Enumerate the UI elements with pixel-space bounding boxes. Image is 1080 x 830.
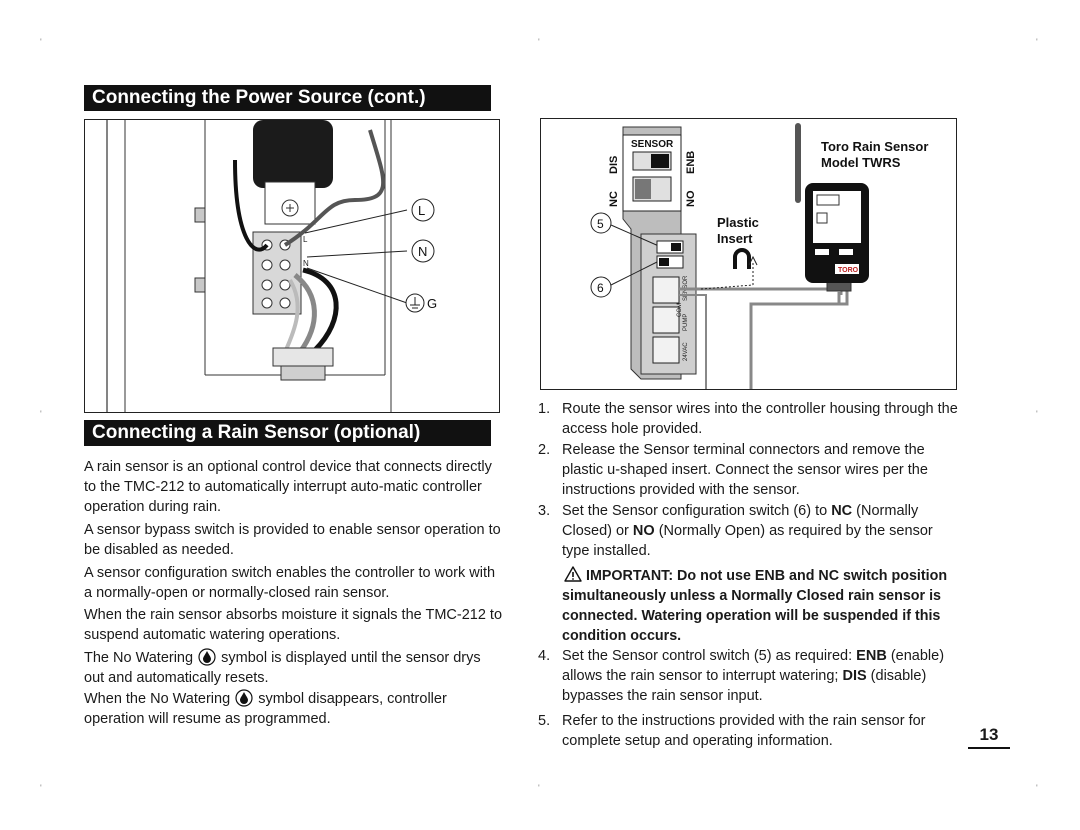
- step-text: Release the Sensor terminal connectors and remove the plastic u-shaped insert. Connect the sensor wires per the instructions provided with the sensor.: [562, 442, 928, 498]
- switch-label-nc: NC: [608, 191, 620, 207]
- section-heading-power: Connecting the Power Source (cont.): [84, 85, 491, 111]
- callout-6: 6: [597, 281, 604, 295]
- step-number: 2.: [538, 442, 551, 458]
- paragraph-text: symbol is displayed until the sensor drys out and automatically resets.: [84, 650, 481, 686]
- step-1: [538, 399, 958, 439]
- crop-mark: ': [538, 37, 540, 47]
- step-text-part: Set the Sensor control switch (5) as required:: [562, 648, 857, 664]
- crop-mark: ': [538, 783, 540, 793]
- paragraph-text: symbol disappears, controller operation will resume as programmed.: [84, 691, 447, 727]
- step-text-part: (enable) allows the rain sensor to interrupt watering;: [562, 648, 945, 684]
- toro-label-2: Model TWRS: [821, 155, 901, 170]
- step-text: Route the sensor wires into the controller housing through the access hole provided.: [562, 401, 958, 437]
- paragraph-no-watering-clear: [84, 689, 502, 729]
- step-text-part: (disable) bypasses the rain sensor input.: [562, 668, 927, 704]
- switch-label-no: NO: [685, 190, 697, 207]
- crop-mark: ': [1036, 409, 1038, 419]
- callout-n: N: [418, 244, 428, 259]
- step-number: 5.: [538, 713, 551, 729]
- step-number: 4.: [538, 648, 551, 664]
- terminal-label-n: N: [303, 259, 309, 268]
- device-brand: TORO: [838, 267, 859, 274]
- step-5: [538, 711, 958, 751]
- warning-icon: [564, 566, 582, 582]
- no-watering-icon: [235, 689, 253, 707]
- step-text: Refer to the instructions provided with the rain sensor for complete setup and operating information.: [562, 713, 926, 749]
- step-text-part: Set the Sensor configuration switch (6) to: [562, 503, 832, 519]
- paragraph-text: The No Watering: [84, 650, 194, 666]
- paragraph-config: A sensor configuration switch enables the controller to work with a normally-open or normally-closed rain sensor.: [84, 565, 496, 601]
- step-text-bold: DIS: [842, 668, 867, 684]
- terminal-pump: PUMP: [683, 313, 689, 331]
- step-number: 3.: [538, 503, 551, 519]
- power-wiring-illustration: [85, 120, 499, 412]
- no-watering-icon: [198, 648, 216, 666]
- step-text-bold: ENB: [856, 648, 887, 664]
- step-text-bold: NC: [831, 503, 853, 519]
- callout-5: 5: [597, 217, 604, 231]
- paragraph-text: When the No Watering: [84, 691, 231, 707]
- step-2: [538, 440, 958, 500]
- step-text-part: (Normally Closed) or: [562, 503, 919, 539]
- important-text: IMPORTANT: Do not use ENB and NC switch position simultaneously unless a Normally Closed rain sensor is connected. Watering operation will be suspended if this condition occurs.: [562, 568, 948, 644]
- step-text: [562, 501, 958, 561]
- switch-label-dis: DIS: [608, 155, 620, 174]
- toro-label-1: Toro Rain Sensor: [821, 139, 929, 154]
- terminal-24vac: 24VAC: [683, 342, 689, 361]
- power-wiring-figure: [84, 119, 500, 413]
- step-4: [538, 646, 958, 706]
- section-heading-rain: Connecting a Rain Sensor (optional): [84, 420, 491, 446]
- crop-mark: ': [40, 409, 42, 419]
- step-text: [562, 646, 958, 706]
- plastic-label-2: Insert: [717, 231, 753, 246]
- terminal-sensor: SENSOR: [683, 275, 689, 301]
- step-text-bold: NO: [632, 523, 655, 539]
- crop-mark: ': [1036, 783, 1038, 793]
- step-text-part: (Normally Open) as required by the sensor type installed.: [562, 523, 933, 559]
- terminal-com: COM: [677, 303, 683, 317]
- rain-sensor-figure: [540, 118, 957, 390]
- callout-l: L: [418, 203, 426, 218]
- crop-mark: ': [1036, 37, 1038, 47]
- plastic-label-1: Plastic: [717, 215, 759, 230]
- page-number: 13: [968, 725, 1010, 749]
- paragraph-bypass: A sensor bypass switch is provided to enable sensor operation to be disabled as needed.: [84, 522, 501, 558]
- switch-label-enb: ENB: [685, 150, 697, 174]
- step-3: [538, 501, 958, 561]
- rain-sensor-illustration: [541, 119, 956, 389]
- crop-mark: ': [40, 37, 42, 47]
- paragraph-no-watering-display: [84, 648, 502, 688]
- crop-mark: ': [40, 783, 42, 793]
- paragraph-moisture: When the rain sensor absorbs moisture it signals the TMC-212 to suspend automatic watering operations.: [84, 607, 503, 643]
- step-number: 1.: [538, 401, 551, 417]
- paragraph-intro: A rain sensor is an optional control device that connects directly to the TMC-212 to automatically interrupt auto-matic controller operation during rain.: [84, 459, 492, 515]
- terminal-label-l: L: [303, 235, 308, 244]
- callout-g: G: [427, 296, 438, 311]
- important-notice: [562, 566, 957, 646]
- sensor-switch-label: SENSOR: [631, 139, 674, 150]
